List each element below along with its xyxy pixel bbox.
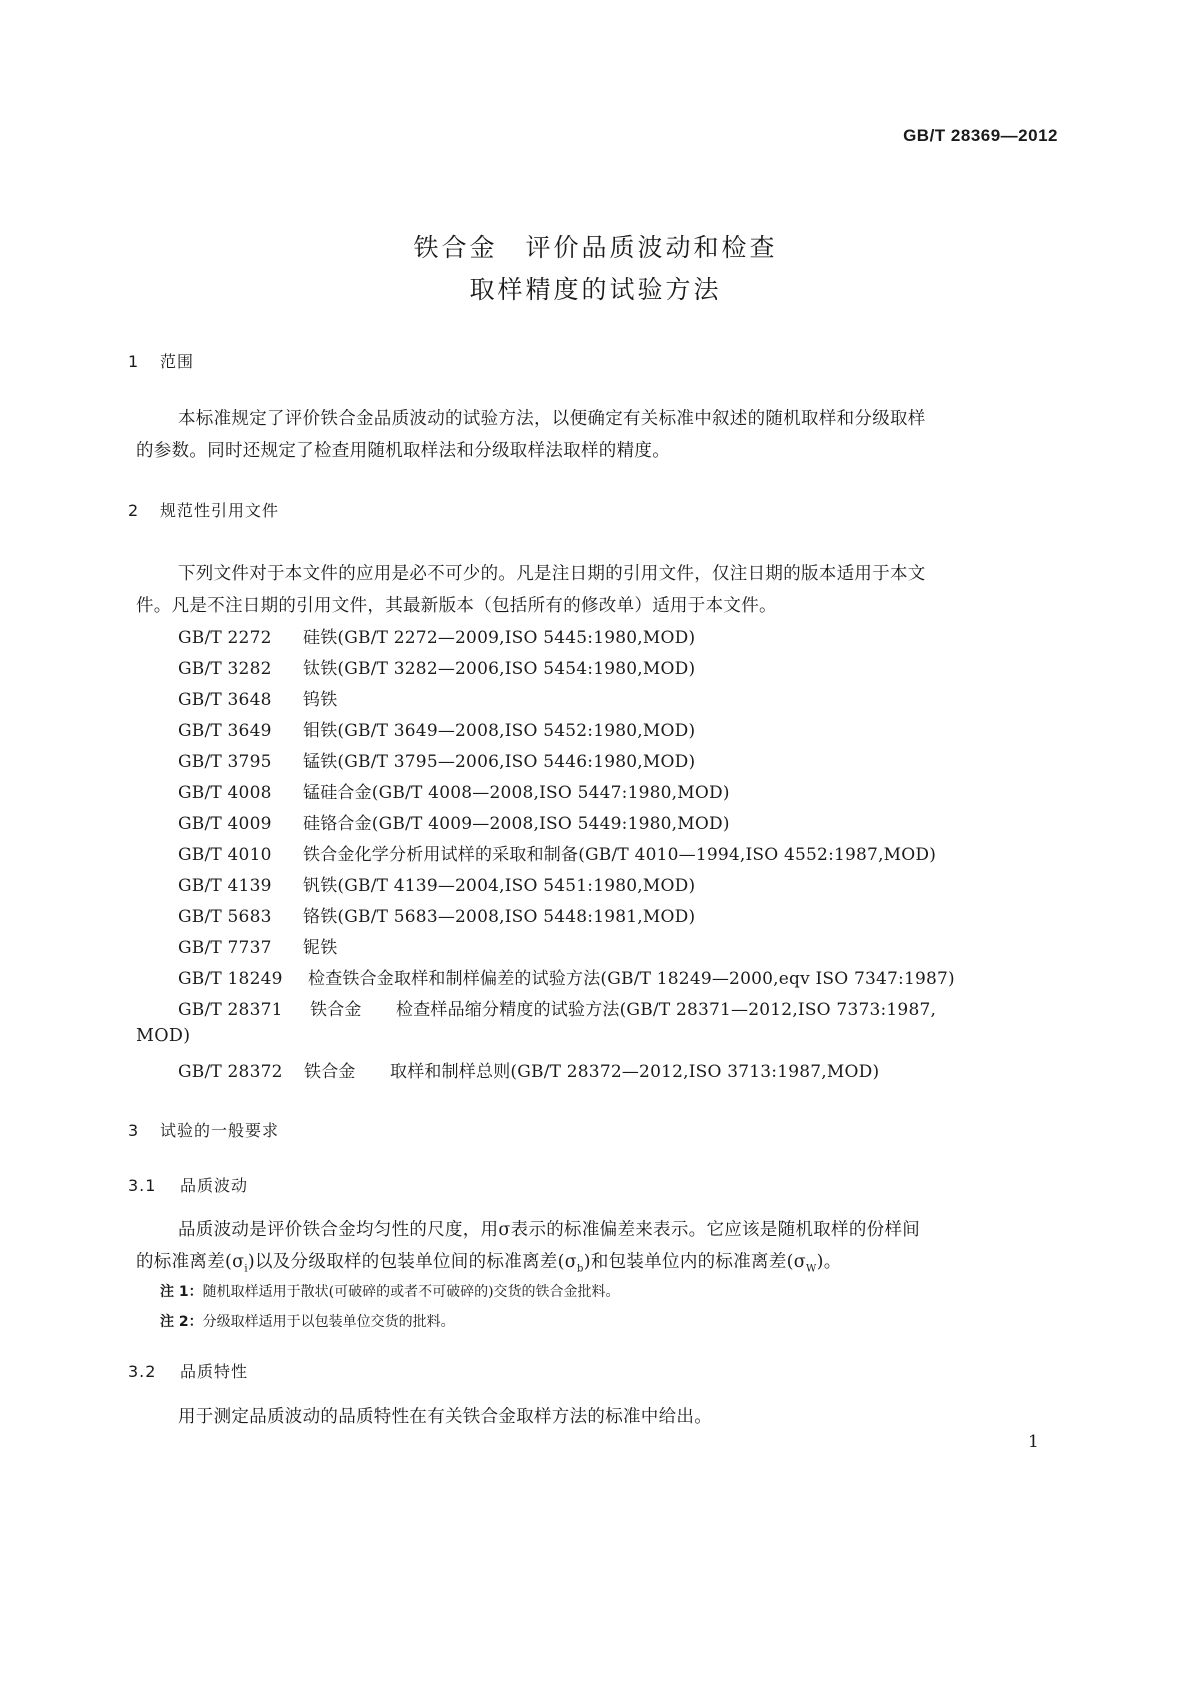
section-number: 2 — [128, 501, 140, 520]
reference-item — [178, 654, 695, 679]
note-label: 注 2： — [160, 1314, 203, 1330]
paragraph: 件。凡是不注日期的引用文件，其最新版本（包括所有的修改单）适用于本文件。 — [136, 596, 777, 616]
section-number: 1 — [128, 352, 140, 371]
reference-title: 锰硅合金(GB/T 4008—2008,ISO 5447:1980,MOD) — [303, 783, 730, 803]
reference-title: 取样和制样总则(GB/T 28372—2012,ISO 3713:1987,MOD) — [390, 1062, 880, 1082]
paragraph: 用于测定品质波动的品质特性在有关铁合金取样方法的标准中给出。 — [178, 1407, 712, 1427]
section-3-heading — [128, 1118, 279, 1141]
reference-code: GB/T 3795 — [178, 752, 272, 772]
reference-code: GB/T 28372 — [178, 1062, 283, 1082]
section-2-heading — [128, 498, 279, 521]
reference-code: GB/T 3649 — [178, 721, 272, 741]
section-number: 3.2 — [128, 1362, 157, 1381]
section-title: 范围 — [160, 352, 195, 371]
page-number: 1 — [1028, 1432, 1039, 1452]
reference-code: GB/T 4009 — [178, 814, 272, 834]
reference-code: GB/T 2272 — [178, 628, 272, 648]
reference-title: 铌铁 — [303, 938, 338, 958]
section-title: 品质波动 — [180, 1176, 249, 1195]
reference-title-prefix: 铁合金 — [310, 1000, 362, 1020]
subscript: W — [806, 1263, 817, 1275]
reference-item — [178, 1057, 879, 1082]
note-text: 分级取样适用于以包装单位交货的批料。 — [202, 1314, 455, 1330]
reference-code: GB/T 4010 — [178, 845, 272, 865]
reference-title: 锰铁(GB/T 3795—2006,ISO 5446:1980,MOD) — [303, 752, 696, 772]
subsection-3-2-heading — [128, 1359, 248, 1382]
reference-item — [178, 747, 695, 772]
document-title-line-1: 铁合金 评价品质波动和检查 — [413, 233, 778, 262]
text-run: )和包装单位内的标准离差(σ — [583, 1252, 806, 1272]
standard-code: GB/T 28369—2012 — [903, 126, 1058, 145]
reference-code: GB/T 18249 — [178, 969, 283, 989]
reference-title: 钼铁(GB/T 3649—2008,ISO 5452:1980,MOD) — [303, 721, 696, 741]
section-title: 品质特性 — [180, 1362, 249, 1381]
reference-title: 钨铁 — [303, 690, 338, 710]
paragraph: 品质波动是评价铁合金均匀性的尺度，用σ表示的标准偏差来表示。它应该是随机取样的份样间 — [178, 1220, 921, 1240]
paragraph: 本标准规定了评价铁合金品质波动的试验方法，以便确定有关标准中叙述的随机取样和分级取样 — [178, 409, 926, 429]
section-1-heading — [128, 349, 194, 372]
paragraph: 下列文件对于本文件的应用是必不可少的。凡是注日期的引用文件，仅注日期的版本适用于本文 — [178, 564, 926, 584]
reference-code: GB/T 4139 — [178, 876, 272, 896]
paragraph — [136, 1248, 842, 1275]
section-number: 3 — [128, 1121, 140, 1140]
reference-title: 铁合金化学分析用试样的采取和制备(GB/T 4010—1994,ISO 4552:1987,MOD) — [303, 845, 937, 865]
subscript: b — [576, 1263, 584, 1275]
reference-code: GB/T 3282 — [178, 659, 272, 679]
note-text: 随机取样适用于散状(可破碎的或者不可破碎的)交货的铁合金批料。 — [202, 1284, 620, 1300]
reference-code: GB/T 28371 — [178, 1000, 283, 1020]
section-title: 试验的一般要求 — [160, 1121, 280, 1140]
subsection-3-1-heading — [128, 1173, 248, 1196]
text-run: )。 — [816, 1252, 842, 1272]
reference-title-prefix: 铁合金 — [304, 1062, 356, 1082]
note-1 — [160, 1281, 620, 1301]
reference-code: GB/T 7737 — [178, 938, 272, 958]
reference-code: GB/T 5683 — [178, 907, 272, 927]
reference-title: 钛铁(GB/T 3282—2006,ISO 5454:1980,MOD) — [303, 659, 696, 679]
text-run: 的标准离差(σ — [136, 1252, 245, 1272]
reference-title: 硅铬合金(GB/T 4009—2008,ISO 5449:1980,MOD) — [303, 814, 730, 834]
reference-title: 检查样品缩分精度的试验方法(GB/T 28371—2012,ISO 7373:1987, — [396, 1000, 937, 1020]
section-number: 3.1 — [128, 1176, 157, 1195]
reference-item — [178, 809, 730, 834]
reference-item — [178, 840, 936, 865]
note-label: 注 1： — [160, 1284, 203, 1300]
document-title-line-2: 取样精度的试验方法 — [469, 275, 722, 304]
text-run: )以及分级取样的包装单位间的标准离差(σ — [247, 1252, 577, 1272]
reference-item — [178, 933, 337, 958]
reference-item — [178, 995, 936, 1020]
reference-item — [178, 778, 730, 803]
reference-item — [178, 716, 695, 741]
reference-item — [178, 685, 337, 710]
reference-continuation: MOD) — [136, 1026, 191, 1046]
reference-item — [178, 623, 695, 648]
reference-title: 检查铁合金取样和制样偏差的试验方法(GB/T 18249—2000,eqv ISO 7347:1987) — [308, 969, 955, 989]
section-title: 规范性引用文件 — [160, 501, 280, 520]
paragraph: 的参数。同时还规定了检查用随机取样法和分级取样法取样的精度。 — [136, 441, 670, 461]
reference-item — [178, 902, 695, 927]
note-2 — [160, 1311, 455, 1331]
reference-title: 铬铁(GB/T 5683—2008,ISO 5448:1981,MOD) — [303, 907, 696, 927]
reference-item — [178, 964, 955, 989]
subscript: i — [244, 1263, 248, 1275]
reference-title: 钒铁(GB/T 4139—2004,ISO 5451:1980,MOD) — [303, 876, 696, 896]
reference-item — [178, 871, 695, 896]
reference-title: 硅铁(GB/T 2272—2009,ISO 5445:1980,MOD) — [303, 628, 696, 648]
reference-code: GB/T 4008 — [178, 783, 272, 803]
reference-code: GB/T 3648 — [178, 690, 272, 710]
